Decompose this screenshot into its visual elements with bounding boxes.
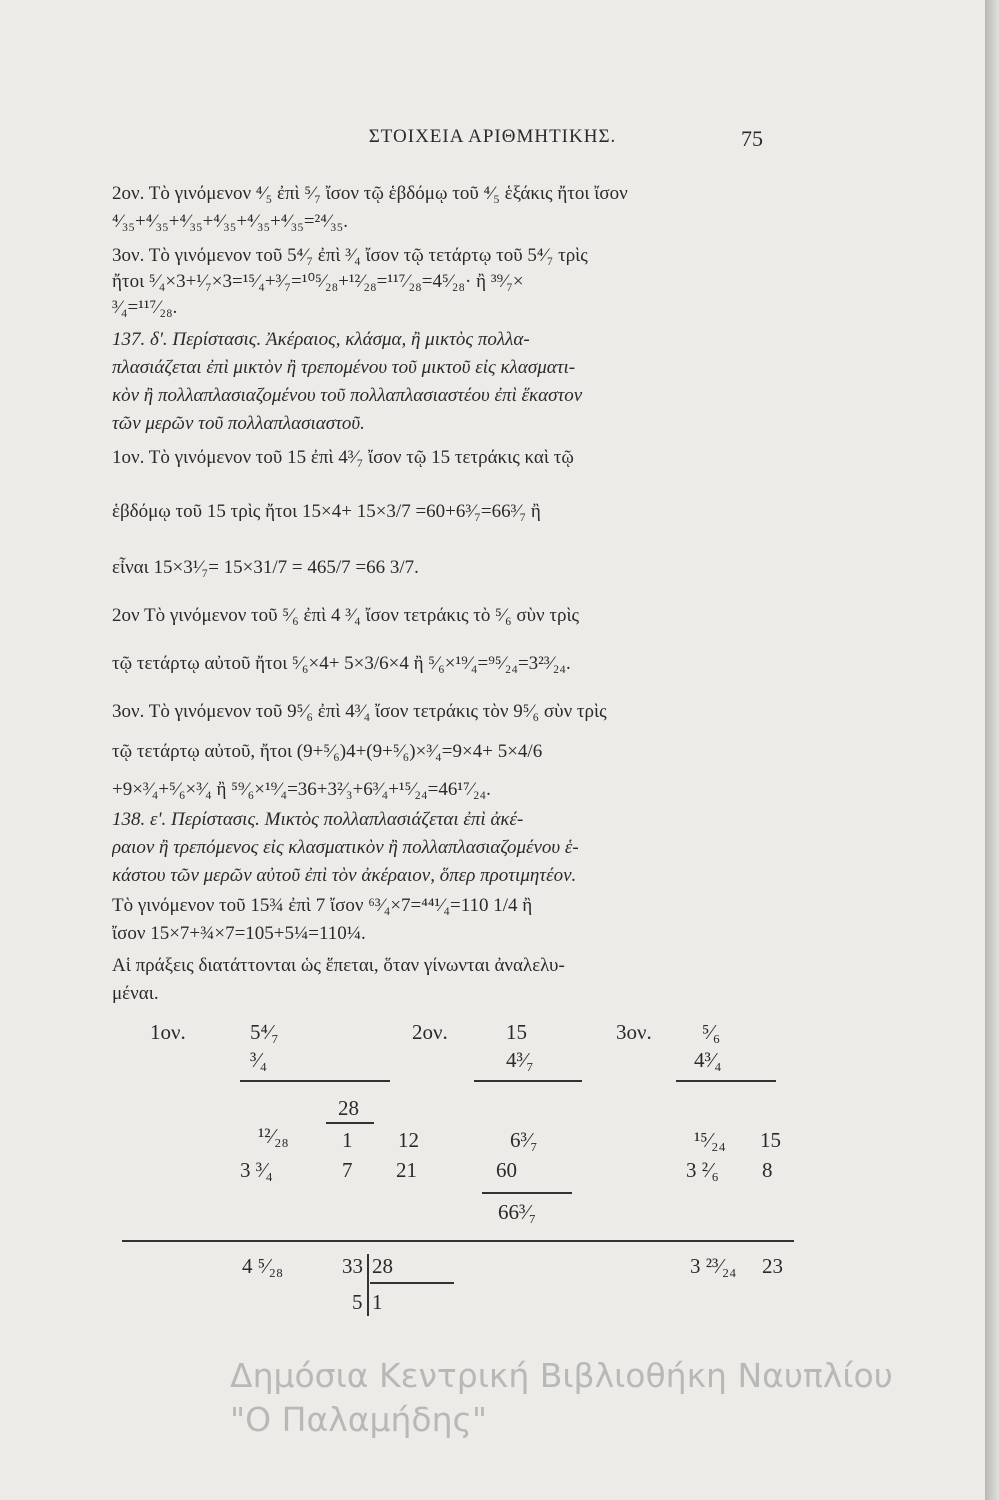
- watermark-line-2: "Ο Παλαμήδης": [230, 1400, 488, 1439]
- work-rule: [240, 1080, 390, 1082]
- work-1-result: 4 ⁵⁄₂₈: [242, 1254, 284, 1278]
- text-line: 2ον Τὸ γινόμενον τοῦ ⁵⁄₆ ἐπὶ 4 ³⁄₄ ἴσον τετράκις τὸ ⁵⁄₆ σὺν τρὶς: [112, 605, 580, 626]
- work-3-partial-a: ¹⁵⁄₂₄: [694, 1128, 726, 1152]
- text-line: τῷ τετάρτῳ αὐτοῦ, ἤτοι (9+⁵⁄₆)4+(9+⁵⁄₆)×³⁄₄=9×4+ 5×4/6: [112, 741, 543, 762]
- running-title: ΣΤΟΙΧΕΙΑ ΑΡΙΘΜΗΤΙΚΗΣ.: [368, 126, 617, 147]
- work-label-1: 1ον.: [150, 1020, 186, 1044]
- division-bar: [367, 1254, 369, 1316]
- work-total-rule: [122, 1240, 794, 1242]
- page-edge-shadow: [985, 0, 999, 1500]
- text-line: ἴσον 15×7+¾×7=105+5¼=110¼.: [112, 923, 366, 944]
- work-3-partial-b2: 8: [762, 1158, 773, 1182]
- text-line: +9×³⁄₄+⁵⁄₆×³⁄₄ ἢ ⁵⁹⁄₆×¹⁹⁄₄=36+3²⁄₃+6³⁄₄+¹⁵⁄₂₄=46¹⁷⁄₂₄.: [112, 779, 491, 800]
- text-line: τῶν μερῶν τοῦ πολλαπλασιαστοῦ.: [112, 413, 365, 434]
- work-3-multiplier: 4³⁄₄: [694, 1048, 722, 1072]
- work-mid-r3: 5: [352, 1290, 363, 1314]
- page-number: 75: [741, 126, 763, 151]
- work-3-partial-b: 3 ²⁄₆: [686, 1158, 719, 1182]
- work-mid-b1: 7: [342, 1158, 353, 1182]
- text-line: 1ον. Τὸ γινόμενον τοῦ 15 ἐπὶ 4³⁄₇ ἴσον τῷ 15 τετράκις καὶ τῷ: [112, 447, 574, 468]
- text-line: μέναι.: [112, 983, 159, 1004]
- text-line: κὸν ἢ πολλαπλασιαζομένου τοῦ πολλαπλασιαστέου ἐπὶ ἕκαστον: [112, 385, 583, 406]
- text-line: ³⁄₄=¹¹⁷⁄₂₈.: [112, 297, 178, 318]
- work-rule: [370, 1282, 454, 1284]
- page-header: [0, 126, 985, 156]
- text-line: ⁴⁄₃₅+⁴⁄₃₅+⁴⁄₃₅+⁴⁄₃₅+⁴⁄₃₅+⁴⁄₃₅=²⁴⁄₃₅.: [112, 211, 349, 232]
- text-line: Αἱ πράξεις διατάττονται ὡς ἕπεται, ὅταν γίνωνται ἀναλελυ-: [112, 955, 565, 976]
- work-2-result: 66³⁄₇: [498, 1200, 537, 1224]
- text-line: τῷ τετάρτῳ αὐτοῦ ἤτοι ⁵⁄₆×4+ 5×3/6×4 ἢ ⁵⁄₆×¹⁹⁄₄=⁹⁵⁄₂₄=3²³⁄₂₄.: [112, 653, 571, 674]
- text-line: ἤτοι ⁵⁄₄×3+¹⁄₇×3=¹⁵⁄₄+³⁄₇=¹⁰⁵⁄₂₈+¹²⁄₂₈=¹¹⁷⁄₂₈=4⁵⁄₂₈· ἢ ³⁹⁄₇×: [112, 271, 524, 292]
- work-mid-r1: 33: [342, 1254, 363, 1278]
- work-mid-r4: 1: [372, 1290, 383, 1314]
- text-line: 2ον. Τὸ γινόμενον ⁴⁄₅ ἐπὶ ⁵⁄₇ ἴσον τῷ ἑβδόμῳ τοῦ ⁴⁄₅ ἑξάκις ἤτοι ἴσον: [112, 183, 628, 204]
- work-1-partial-b: 3 ³⁄₄: [240, 1158, 273, 1182]
- work-1-multiplicand: 5⁴⁄₇: [250, 1020, 279, 1044]
- work-1-partial-a: ¹²⁄₂₈: [258, 1124, 289, 1148]
- text-line: ραιον ἢ τρεπόμενος εἰς κλασματικὸν ἢ πολλαπλασιαζομένου ἑ-: [112, 837, 579, 858]
- work-3-partial-a2: 15: [760, 1128, 781, 1152]
- text-line: Τὸ γινόμενον τοῦ 15¾ ἐπὶ 7 ἴσον ⁶³⁄₄×7=⁴⁴¹⁄₄=110 1/4 ἢ: [112, 895, 533, 916]
- work-rule: [326, 1122, 374, 1124]
- section-heading-138: 138. ε'. Περίστασις. Μικτὸς πολλαπλασιάζεται ἐπὶ ἀκέ-: [112, 809, 524, 830]
- text-line: 3ον. Τὸ γινόμενον τοῦ 5⁴⁄₇ ἐπὶ ³⁄₄ ἴσον τῷ τετάρτῳ τοῦ 5⁴⁄₇ τρὶς: [112, 245, 588, 266]
- work-3-multiplicand: ⁵⁄₆: [702, 1020, 721, 1044]
- work-1-multiplier: ³⁄₄: [250, 1048, 268, 1072]
- text-line: 3ον. Τὸ γινόμενον τοῦ 9⁵⁄₆ ἐπὶ 4³⁄₄ ἴσον τετράκις τὸν 9⁵⁄₆ σὺν τρὶς: [112, 701, 607, 722]
- work-2-multiplier: 4³⁄₇: [506, 1048, 534, 1072]
- work-mid-r2: 28: [372, 1254, 393, 1278]
- work-mid-b2: 21: [396, 1158, 417, 1182]
- work-2-partial-b: 60: [496, 1158, 517, 1182]
- work-rule: [474, 1080, 582, 1082]
- work-label-3: 3ον.: [616, 1020, 652, 1044]
- text-line: πλασιάζεται ἐπὶ μικτὸν ἢ τρεπομένου τοῦ μικτοῦ εἰς κλασματι-: [112, 357, 576, 378]
- work-rule: [482, 1192, 572, 1194]
- work-3-result: 3 ²³⁄₂₄: [690, 1254, 737, 1278]
- work-label-2: 2ον.: [412, 1020, 448, 1044]
- work-3-result2: 23: [762, 1254, 783, 1278]
- library-watermark: [230, 1354, 970, 1442]
- section-heading-137: 137. δ'. Περίστασις. Ἀκέραιος, κλάσμα, ἢ μικτὸς πολλα-: [112, 329, 530, 350]
- work-mid-a2: 12: [398, 1128, 419, 1152]
- text-line: εἶναι 15×3¹⁄₇= 15×31/7 = 465/7 =66 3/7.: [112, 557, 419, 578]
- work-2-partial-a: 6³⁄₇: [510, 1128, 538, 1152]
- work-rule: [676, 1080, 776, 1082]
- work-2-multiplicand: 15: [506, 1020, 527, 1044]
- text-line: ἑβδόμῳ τοῦ 15 τρὶς ἤτοι 15×4+ 15×3/7 =60+6³⁄₇=66³⁄₇ ἢ: [112, 501, 541, 522]
- work-mid-a1: 1: [342, 1128, 353, 1152]
- watermark-line-1: Δημόσια Κεντρική Βιβλιοθήκη Ναυπλίου: [230, 1356, 893, 1395]
- work-1-row-28: 28: [338, 1096, 359, 1120]
- text-line: κάστου τῶν μερῶν αὐτοῦ ἐπὶ τὸν ἀκέραιον, ὅπερ προτιμητέον.: [112, 865, 577, 886]
